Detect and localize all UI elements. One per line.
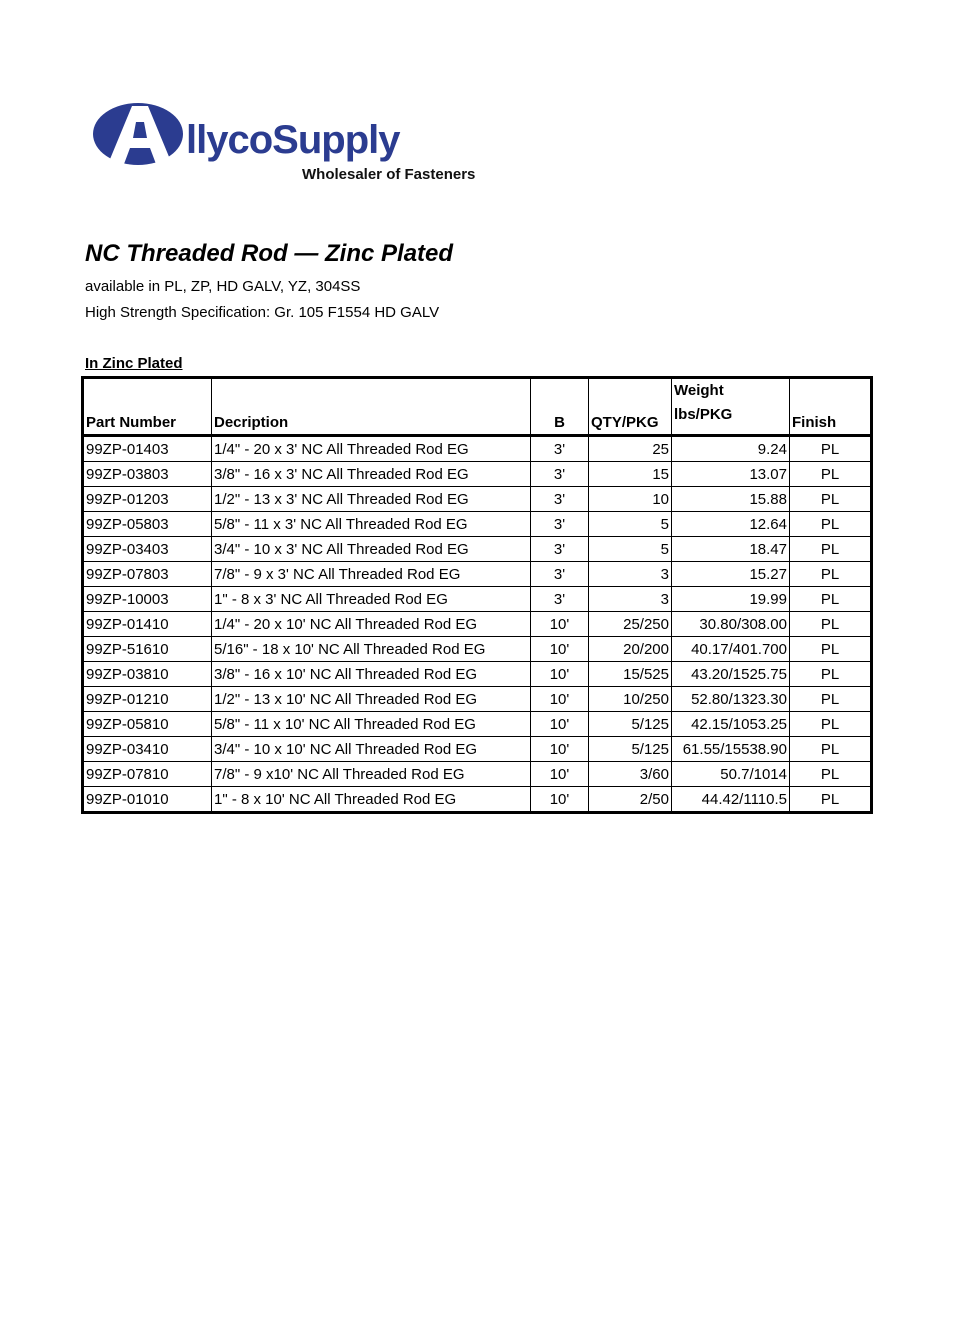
cell-finish: PL	[790, 712, 872, 737]
cell-weight: 12.64	[672, 512, 790, 537]
cell-part-number: 99ZP-05810	[83, 712, 212, 737]
cell-part-number: 99ZP-10003	[83, 587, 212, 612]
cell-qty: 10/250	[589, 687, 672, 712]
cell-qty: 10	[589, 487, 672, 512]
cell-qty: 5	[589, 512, 672, 537]
cell-part-number: 99ZP-03803	[83, 462, 212, 487]
logo-wordmark: llycoSupply	[186, 118, 400, 162]
cell-qty: 5/125	[589, 712, 672, 737]
header-b: B	[531, 378, 589, 436]
cell-b: 3'	[531, 436, 589, 462]
cell-b: 3'	[531, 537, 589, 562]
cell-description: 1/4" - 20 x 3' NC All Threaded Rod EG	[212, 436, 531, 462]
logo-tagline: Wholesaler of Fasteners	[302, 166, 476, 183]
cell-finish: PL	[790, 487, 872, 512]
header-weight-line1: Weight	[674, 382, 724, 399]
cell-description: 7/8" - 9 x 3' NC All Threaded Rod EG	[212, 562, 531, 587]
table-row	[83, 712, 872, 737]
cell-description: 7/8" - 9 x10' NC All Threaded Rod EG	[212, 762, 531, 787]
cell-qty: 20/200	[589, 637, 672, 662]
cell-b: 3'	[531, 487, 589, 512]
cell-b: 3'	[531, 562, 589, 587]
table-row	[83, 436, 872, 462]
cell-part-number: 99ZP-07810	[83, 762, 212, 787]
cell-description: 5/8" - 11 x 10' NC All Threaded Rod EG	[212, 712, 531, 737]
cell-part-number: 99ZP-01403	[83, 436, 212, 462]
cell-qty: 3/60	[589, 762, 672, 787]
cell-b: 10'	[531, 687, 589, 712]
cell-qty: 2/50	[589, 787, 672, 813]
header-qty: QTY/PKG	[589, 378, 672, 436]
cell-part-number: 99ZP-51610	[83, 637, 212, 662]
cell-qty: 5/125	[589, 737, 672, 762]
company-logo	[92, 100, 512, 190]
cell-part-number: 99ZP-07803	[83, 562, 212, 587]
header-part-number: Part Number	[83, 378, 212, 436]
cell-weight: 40.17/401.700	[672, 637, 790, 662]
table-row	[83, 687, 872, 712]
cell-weight: 19.99	[672, 587, 790, 612]
cell-weight: 50.7/1014	[672, 762, 790, 787]
cell-part-number: 99ZP-01210	[83, 687, 212, 712]
cell-finish: PL	[790, 587, 872, 612]
cell-finish: PL	[790, 637, 872, 662]
table-body	[83, 436, 872, 813]
section-label: In Zinc Plated	[85, 355, 183, 372]
cell-b: 10'	[531, 737, 589, 762]
cell-finish: PL	[790, 612, 872, 637]
cell-part-number: 99ZP-01203	[83, 487, 212, 512]
cell-b: 10'	[531, 612, 589, 637]
cell-weight: 9.24	[672, 436, 790, 462]
cell-qty: 3	[589, 562, 672, 587]
header-weight	[672, 378, 790, 436]
cell-weight: 15.27	[672, 562, 790, 587]
table-row	[83, 512, 872, 537]
cell-finish: PL	[790, 787, 872, 813]
cell-b: 3'	[531, 587, 589, 612]
cell-description: 3/8" - 16 x 3' NC All Threaded Rod EG	[212, 462, 531, 487]
table-row	[83, 462, 872, 487]
cell-b: 10'	[531, 637, 589, 662]
cell-finish: PL	[790, 537, 872, 562]
cell-qty: 5	[589, 537, 672, 562]
cell-finish: PL	[790, 662, 872, 687]
cell-b: 10'	[531, 762, 589, 787]
cell-weight: 30.80/308.00	[672, 612, 790, 637]
table-row	[83, 537, 872, 562]
cell-weight: 42.15/1053.25	[672, 712, 790, 737]
cell-qty: 15	[589, 462, 672, 487]
cell-finish: PL	[790, 462, 872, 487]
cell-description: 3/4" - 10 x 10' NC All Threaded Rod EG	[212, 737, 531, 762]
cell-weight: 52.80/1323.30	[672, 687, 790, 712]
cell-part-number: 99ZP-01010	[83, 787, 212, 813]
cell-b: 3'	[531, 462, 589, 487]
header-finish: Finish	[790, 378, 872, 436]
cell-part-number: 99ZP-03810	[83, 662, 212, 687]
cell-part-number: 99ZP-01410	[83, 612, 212, 637]
cell-qty: 25/250	[589, 612, 672, 637]
table-row	[83, 612, 872, 637]
page-title: NC Threaded Rod — Zinc Plated	[85, 240, 454, 267]
cell-finish: PL	[790, 436, 872, 462]
table-row	[83, 587, 872, 612]
cell-description: 1/4" - 20 x 10' NC All Threaded Rod EG	[212, 612, 531, 637]
table-row	[83, 737, 872, 762]
cell-description: 1/2" - 13 x 3' NC All Threaded Rod EG	[212, 487, 531, 512]
cell-qty: 3	[589, 587, 672, 612]
cell-description: 5/16" - 18 x 10' NC All Threaded Rod EG	[212, 637, 531, 662]
cell-b: 10'	[531, 662, 589, 687]
cell-part-number: 99ZP-03403	[83, 537, 212, 562]
cell-part-number: 99ZP-03410	[83, 737, 212, 762]
cell-finish: PL	[790, 562, 872, 587]
cell-weight: 44.42/1110.5	[672, 787, 790, 813]
cell-finish: PL	[790, 737, 872, 762]
cell-description: 1" - 8 x 10' NC All Threaded Rod EG	[212, 787, 531, 813]
cell-finish: PL	[790, 687, 872, 712]
cell-b: 3'	[531, 512, 589, 537]
cell-description: 1/2" - 13 x 10' NC All Threaded Rod EG	[212, 687, 531, 712]
specification-text: High Strength Specification: Gr. 105 F1554 HD GALV	[85, 304, 440, 321]
cell-weight: 61.55/15538.90	[672, 737, 790, 762]
table-row	[83, 562, 872, 587]
cell-description: 5/8" - 11 x 3' NC All Threaded Rod EG	[212, 512, 531, 537]
header-weight-line2: lbs/PKG	[674, 406, 733, 423]
table-row	[83, 662, 872, 687]
table-row	[83, 762, 872, 787]
cell-finish: PL	[790, 762, 872, 787]
cell-finish: PL	[790, 512, 872, 537]
cell-qty: 15/525	[589, 662, 672, 687]
cell-weight: 18.47	[672, 537, 790, 562]
cell-weight: 15.88	[672, 487, 790, 512]
availability-text: available in PL, ZP, HD GALV, YZ, 304SS	[85, 278, 361, 295]
cell-b: 10'	[531, 712, 589, 737]
header-description: Decription	[212, 378, 531, 436]
cell-qty: 25	[589, 436, 672, 462]
table-row	[83, 787, 872, 813]
parts-table	[81, 376, 873, 814]
cell-weight: 43.20/1525.75	[672, 662, 790, 687]
table-row	[83, 637, 872, 662]
cell-description: 3/8" - 16 x 10' NC All Threaded Rod EG	[212, 662, 531, 687]
table-header-row	[83, 378, 872, 436]
cell-description: 3/4" - 10 x 3' NC All Threaded Rod EG	[212, 537, 531, 562]
cell-b: 10'	[531, 787, 589, 813]
cell-part-number: 99ZP-05803	[83, 512, 212, 537]
cell-weight: 13.07	[672, 462, 790, 487]
table-row	[83, 487, 872, 512]
cell-description: 1" - 8 x 3' NC All Threaded Rod EG	[212, 587, 531, 612]
